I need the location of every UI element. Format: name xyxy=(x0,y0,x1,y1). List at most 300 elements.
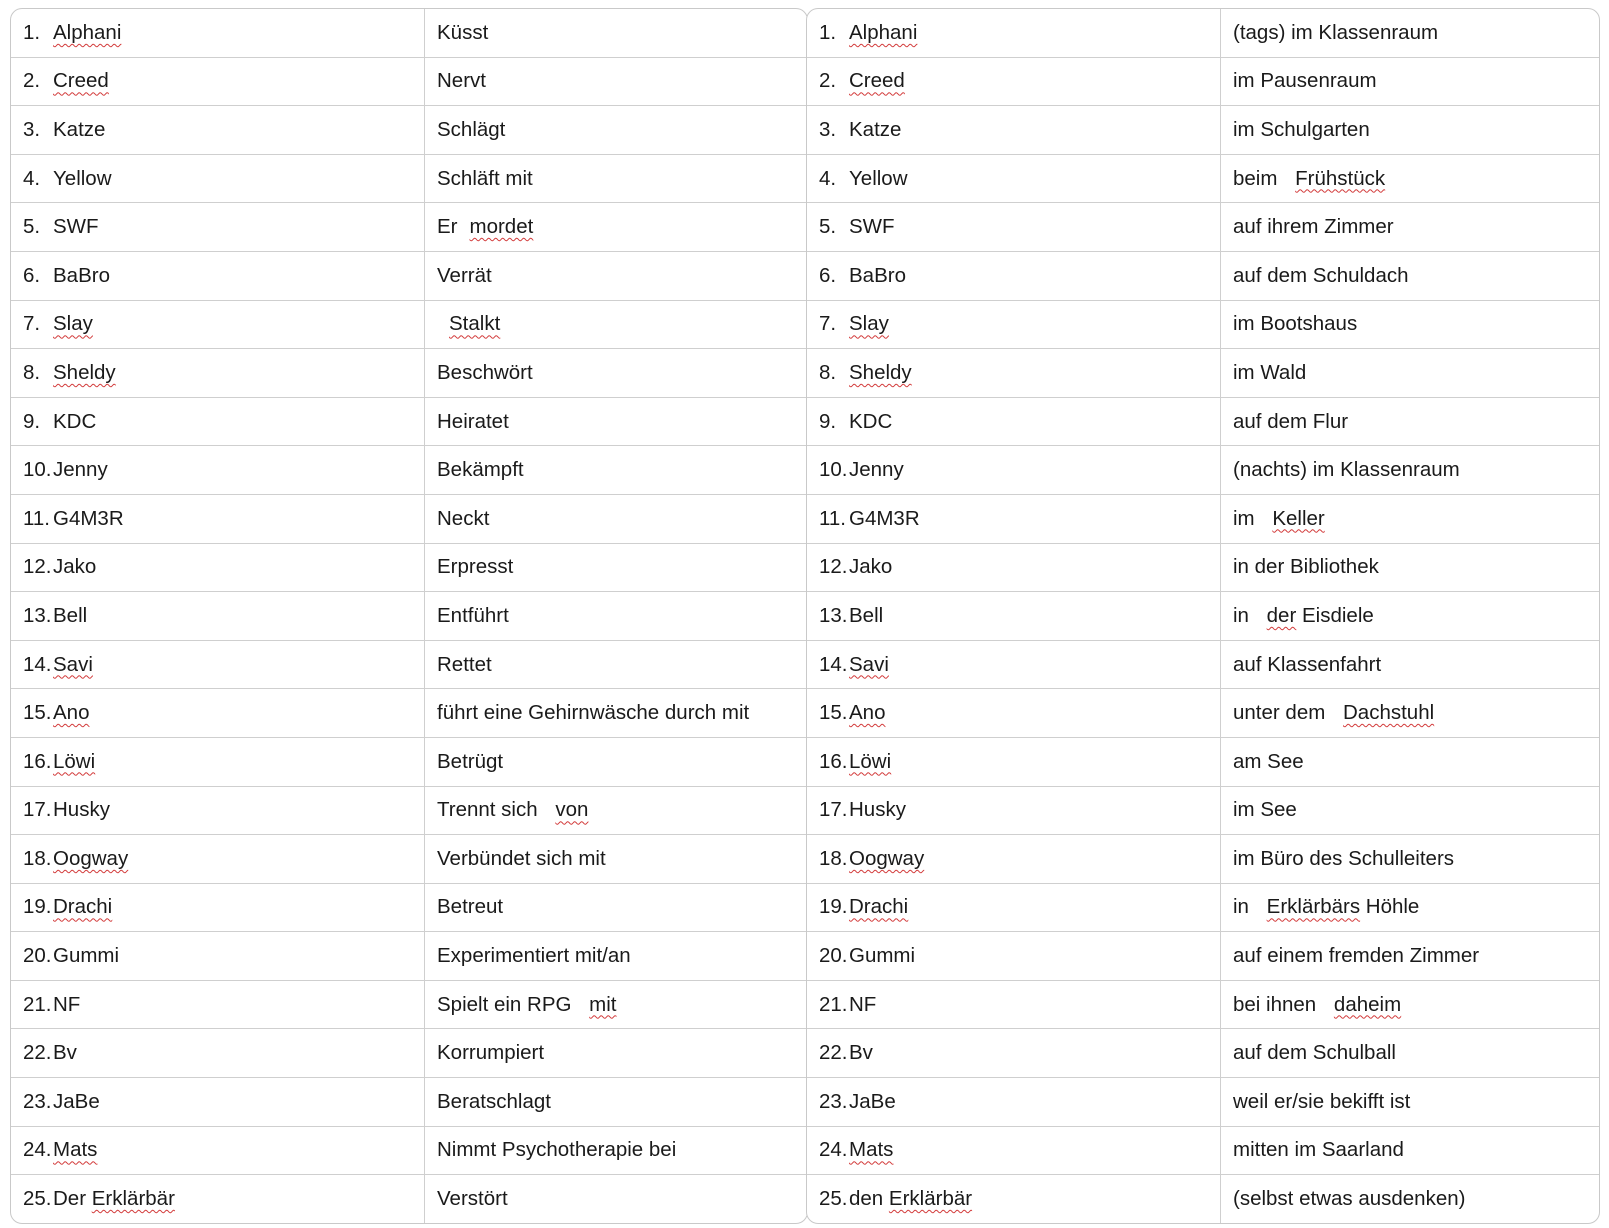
character-name: Yellow xyxy=(849,166,908,190)
action-row xyxy=(11,251,807,300)
row-number: 24. xyxy=(23,1138,52,1162)
place-cell[interactable] xyxy=(1221,640,1600,689)
action-text: Beschwört xyxy=(437,360,533,384)
character-name: Gummi xyxy=(53,944,120,968)
place-text: auf Klassenfahrt xyxy=(1233,652,1382,676)
place-row xyxy=(807,1126,1599,1175)
action-cell[interactable] xyxy=(425,203,808,252)
row-number: 8. xyxy=(23,360,41,384)
name-cell[interactable] xyxy=(11,397,425,446)
place-row xyxy=(807,737,1599,786)
place-cell[interactable] xyxy=(1221,494,1600,543)
character-name: Savi xyxy=(849,652,889,676)
row-number: 17. xyxy=(23,798,52,822)
action-text: Heiratet xyxy=(437,409,509,433)
row-number: 20. xyxy=(819,944,848,968)
place-row xyxy=(807,1175,1599,1223)
row-number: 18. xyxy=(819,846,848,870)
action-text: Betrügt xyxy=(437,749,504,773)
name-cell[interactable] xyxy=(11,543,425,592)
row-number: 7. xyxy=(23,312,41,336)
name-cell[interactable] xyxy=(11,1175,425,1223)
name-cell[interactable] xyxy=(11,349,425,398)
place-cell[interactable] xyxy=(1221,1078,1600,1127)
character-name: Löwi xyxy=(53,749,96,773)
place-text: weil er/sie bekifft ist xyxy=(1233,1089,1411,1113)
character-name: G4M3R xyxy=(849,506,920,530)
name-cell[interactable] xyxy=(807,251,1221,300)
row-number: 11. xyxy=(819,506,846,530)
place-text: im Bootshaus xyxy=(1233,312,1358,336)
name-cell[interactable] xyxy=(807,932,1221,981)
row-number: 15. xyxy=(819,701,848,725)
character-name: Sheldy xyxy=(53,360,116,384)
name-cell[interactable] xyxy=(11,1078,425,1127)
name-cell[interactable] xyxy=(11,932,425,981)
row-number: 9. xyxy=(23,409,41,433)
place-row xyxy=(807,980,1599,1029)
place-row xyxy=(807,251,1599,300)
row-number: 10. xyxy=(819,458,848,482)
name-cell[interactable] xyxy=(807,349,1221,398)
action-cell[interactable] xyxy=(425,1078,808,1127)
character-name: Ano xyxy=(53,701,90,725)
place-text: im Keller xyxy=(1233,506,1325,530)
character-name: Jenny xyxy=(53,458,108,482)
action-row xyxy=(11,154,807,203)
action-text: Verstört xyxy=(437,1187,508,1211)
place-cell[interactable] xyxy=(1221,1029,1600,1078)
character-name: Oogway xyxy=(53,846,129,870)
place-row xyxy=(807,786,1599,835)
action-text: Er mordet xyxy=(437,215,534,239)
row-number: 3. xyxy=(819,117,837,141)
place-text: im See xyxy=(1233,798,1297,822)
row-number: 3. xyxy=(23,117,41,141)
character-name: Bv xyxy=(849,1041,873,1065)
place-row xyxy=(807,9,1599,57)
character-name: G4M3R xyxy=(53,506,124,530)
place-text: am See xyxy=(1233,749,1304,773)
name-cell[interactable] xyxy=(11,689,425,738)
row-number: 25. xyxy=(23,1187,52,1211)
name-cell[interactable] xyxy=(807,57,1221,106)
action-row xyxy=(11,9,807,57)
place-row xyxy=(807,640,1599,689)
place-cell[interactable] xyxy=(1221,689,1600,738)
action-text: Küsst xyxy=(437,20,489,44)
action-row xyxy=(11,1126,807,1175)
place-text: (selbst etwas ausdenken) xyxy=(1233,1187,1466,1211)
row-number: 2. xyxy=(819,69,837,93)
character-name: Slay xyxy=(53,312,93,336)
action-text: Nervt xyxy=(437,69,486,93)
place-row xyxy=(807,932,1599,981)
place-text: in der Bibliothek xyxy=(1233,555,1379,579)
action-text: Rettet xyxy=(437,652,492,676)
row-number: 12. xyxy=(819,555,848,579)
action-text: Beratschlagt xyxy=(437,1089,551,1113)
action-cell[interactable] xyxy=(425,1175,808,1223)
action-row xyxy=(11,446,807,495)
action-text: Erpresst xyxy=(437,555,514,579)
place-cell[interactable] xyxy=(1221,980,1600,1029)
name-cell[interactable] xyxy=(807,1029,1221,1078)
document-sheet xyxy=(10,8,1600,1222)
name-cell[interactable] xyxy=(11,1126,425,1175)
character-name: Sheldy xyxy=(849,360,912,384)
row-number: 4. xyxy=(819,166,837,190)
name-cell[interactable] xyxy=(807,494,1221,543)
row-number: 16. xyxy=(23,749,52,773)
name-cell[interactable] xyxy=(11,640,425,689)
action-row xyxy=(11,980,807,1029)
place-cell[interactable] xyxy=(1221,154,1600,203)
place-text: auf ihrem Zimmer xyxy=(1233,215,1394,239)
action-text: führt eine Gehirnwäsche durch mit xyxy=(437,701,750,725)
action-row xyxy=(11,349,807,398)
action-text: Korrumpiert xyxy=(437,1041,545,1065)
row-number: 19. xyxy=(819,895,848,919)
place-cell[interactable] xyxy=(1221,1126,1600,1175)
name-cell[interactable] xyxy=(807,154,1221,203)
name-cell[interactable] xyxy=(807,106,1221,155)
place-text: mitten im Saarland xyxy=(1233,1138,1404,1162)
character-name: Husky xyxy=(53,798,110,822)
name-cell[interactable] xyxy=(11,106,425,155)
place-text: (nachts) im Klassenraum xyxy=(1233,458,1460,482)
character-name: Creed xyxy=(849,69,905,93)
row-number: 14. xyxy=(819,652,848,676)
action-cell[interactable] xyxy=(425,154,808,203)
character-name: JaBe xyxy=(53,1089,100,1113)
row-number: 14. xyxy=(23,652,52,676)
place-cell[interactable] xyxy=(1221,1175,1600,1223)
place-text: auf einem fremden Zimmer xyxy=(1233,944,1480,968)
action-text: Neckt xyxy=(437,506,490,530)
character-name: Katze xyxy=(849,117,902,141)
action-row xyxy=(11,737,807,786)
action-text: Schlägt xyxy=(437,117,506,141)
name-cell[interactable] xyxy=(11,737,425,786)
action-text: Spielt ein RPG mit xyxy=(437,992,617,1016)
row-number: 22. xyxy=(819,1041,848,1065)
place-row xyxy=(807,1078,1599,1127)
character-name: NF xyxy=(53,992,81,1016)
action-row xyxy=(11,543,807,592)
name-cell[interactable] xyxy=(807,300,1221,349)
action-row xyxy=(11,1175,807,1223)
name-cell[interactable] xyxy=(11,835,425,884)
action-cell[interactable] xyxy=(425,106,808,155)
action-cell[interactable] xyxy=(425,689,808,738)
place-text: im Büro des Schulleiters xyxy=(1233,846,1455,870)
place-text: auf dem Schuldach xyxy=(1233,263,1409,287)
action-cell[interactable] xyxy=(425,883,808,932)
name-cell[interactable] xyxy=(11,446,425,495)
action-cell[interactable] xyxy=(425,9,808,57)
name-cell[interactable] xyxy=(11,300,425,349)
name-cell[interactable] xyxy=(11,1029,425,1078)
action-cell[interactable] xyxy=(425,835,808,884)
name-cell[interactable] xyxy=(807,9,1221,57)
place-text: bei ihnen daheim xyxy=(1233,992,1402,1016)
character-name: Drachi xyxy=(849,895,909,919)
place-cell[interactable] xyxy=(1221,737,1600,786)
name-cell[interactable] xyxy=(807,835,1221,884)
place-cell[interactable] xyxy=(1221,300,1600,349)
character-name: Gummi xyxy=(849,944,916,968)
action-text: Trennt sich von xyxy=(437,798,589,822)
action-cell[interactable] xyxy=(425,446,808,495)
action-text: Nimmt Psychotherapie bei xyxy=(437,1138,677,1162)
row-number: 18. xyxy=(23,846,52,870)
place-row xyxy=(807,106,1599,155)
name-cell[interactable] xyxy=(807,397,1221,446)
action-text: Betreut xyxy=(437,895,504,919)
name-cell[interactable] xyxy=(11,203,425,252)
row-number: 6. xyxy=(819,263,837,287)
action-text: Schläft mit xyxy=(437,166,533,190)
place-row xyxy=(807,1029,1599,1078)
place-text: in Erklärbärs Höhle xyxy=(1233,895,1420,919)
place-row xyxy=(807,446,1599,495)
action-text: Verrät xyxy=(437,263,492,287)
place-cell[interactable] xyxy=(1221,592,1600,641)
action-cell[interactable] xyxy=(425,300,808,349)
character-name: Katze xyxy=(53,117,106,141)
action-row xyxy=(11,57,807,106)
character-name: Creed xyxy=(53,69,109,93)
action-cell[interactable] xyxy=(425,786,808,835)
action-row xyxy=(11,494,807,543)
name-cell[interactable] xyxy=(807,592,1221,641)
place-row xyxy=(807,689,1599,738)
place-row xyxy=(807,203,1599,252)
character-name: SWF xyxy=(849,215,895,239)
name-cell[interactable] xyxy=(11,494,425,543)
place-cell[interactable] xyxy=(1221,106,1600,155)
action-cell[interactable] xyxy=(425,592,808,641)
name-cell[interactable] xyxy=(807,543,1221,592)
character-name: SWF xyxy=(53,215,99,239)
action-cell[interactable] xyxy=(425,543,808,592)
name-cell[interactable] xyxy=(807,737,1221,786)
row-number: 9. xyxy=(819,409,837,433)
action-row xyxy=(11,203,807,252)
name-cell[interactable] xyxy=(807,1175,1221,1223)
action-text: Bekämpft xyxy=(437,458,524,482)
row-number: 17. xyxy=(819,798,848,822)
place-cell[interactable] xyxy=(1221,203,1600,252)
action-row xyxy=(11,1029,807,1078)
action-text: Verbündet sich mit xyxy=(437,846,606,870)
action-row xyxy=(11,883,807,932)
characters-actions-table xyxy=(10,8,808,1224)
place-cell[interactable] xyxy=(1221,9,1600,57)
row-number: 23. xyxy=(819,1089,848,1113)
place-cell[interactable] xyxy=(1221,543,1600,592)
character-name: Jako xyxy=(53,555,97,579)
place-row xyxy=(807,592,1599,641)
row-number: 23. xyxy=(23,1089,52,1113)
action-row xyxy=(11,300,807,349)
row-number: 6. xyxy=(23,263,41,287)
name-cell[interactable] xyxy=(807,203,1221,252)
character-name: Bell xyxy=(849,603,884,627)
name-cell[interactable] xyxy=(807,1126,1221,1175)
row-number: 8. xyxy=(819,360,837,384)
row-number: 5. xyxy=(819,215,837,239)
action-row xyxy=(11,106,807,155)
name-cell[interactable] xyxy=(11,883,425,932)
place-cell[interactable] xyxy=(1221,932,1600,981)
character-name: Oogway xyxy=(849,846,925,870)
name-cell[interactable] xyxy=(807,446,1221,495)
characters-places-table xyxy=(806,8,1600,1224)
action-row xyxy=(11,835,807,884)
place-row xyxy=(807,57,1599,106)
name-cell[interactable] xyxy=(807,689,1221,738)
row-number: 24. xyxy=(819,1138,848,1162)
row-number: 13. xyxy=(23,603,52,627)
character-name: Mats xyxy=(53,1138,98,1162)
action-row xyxy=(11,592,807,641)
action-cell[interactable] xyxy=(425,980,808,1029)
name-cell[interactable] xyxy=(11,9,425,57)
place-cell[interactable] xyxy=(1221,835,1600,884)
character-name: Bell xyxy=(53,603,88,627)
place-text: beim Frühstück xyxy=(1233,166,1386,190)
name-cell[interactable] xyxy=(807,980,1221,1029)
place-text: auf dem Flur xyxy=(1233,409,1349,433)
place-row xyxy=(807,494,1599,543)
action-row xyxy=(11,397,807,446)
place-cell[interactable] xyxy=(1221,349,1600,398)
row-number: 19. xyxy=(23,895,52,919)
action-row xyxy=(11,689,807,738)
name-cell[interactable] xyxy=(807,640,1221,689)
place-cell[interactable] xyxy=(1221,786,1600,835)
row-number: 7. xyxy=(819,312,837,336)
action-cell[interactable] xyxy=(425,1126,808,1175)
place-row xyxy=(807,349,1599,398)
name-cell[interactable] xyxy=(11,786,425,835)
action-text: Stalkt xyxy=(449,312,501,336)
action-cell[interactable] xyxy=(425,737,808,786)
row-number: 20. xyxy=(23,944,52,968)
character-name: BaBro xyxy=(53,263,110,287)
place-cell[interactable] xyxy=(1221,57,1600,106)
action-cell[interactable] xyxy=(425,640,808,689)
action-cell[interactable] xyxy=(425,932,808,981)
name-cell[interactable] xyxy=(11,251,425,300)
place-text: (tags) im Klassenraum xyxy=(1233,20,1439,44)
row-number: 21. xyxy=(23,992,52,1016)
row-number: 13. xyxy=(819,603,848,627)
place-row xyxy=(807,543,1599,592)
character-name: NF xyxy=(849,992,877,1016)
character-name: Yellow xyxy=(53,166,112,190)
character-name: Der Erklärbär xyxy=(53,1187,175,1211)
character-name: Jenny xyxy=(849,458,904,482)
place-cell[interactable] xyxy=(1221,397,1600,446)
row-number: 4. xyxy=(23,166,41,190)
name-cell[interactable] xyxy=(11,980,425,1029)
action-row xyxy=(11,932,807,981)
character-name: Slay xyxy=(849,312,889,336)
action-text: Experimentiert mit/an xyxy=(437,944,631,968)
place-cell[interactable] xyxy=(1221,251,1600,300)
action-cell[interactable] xyxy=(425,1029,808,1078)
character-name: Ano xyxy=(849,701,886,725)
character-name: Alphani xyxy=(53,20,122,44)
character-name: Savi xyxy=(53,652,93,676)
character-name: Husky xyxy=(849,798,906,822)
character-name: den Erklärbär xyxy=(849,1187,973,1211)
place-cell[interactable] xyxy=(1221,446,1600,495)
action-text: Entführt xyxy=(437,603,509,627)
character-name: BaBro xyxy=(849,263,906,287)
row-number: 25. xyxy=(819,1187,848,1211)
name-cell[interactable] xyxy=(807,786,1221,835)
character-name: Alphani xyxy=(849,20,918,44)
place-row xyxy=(807,883,1599,932)
character-name: Bv xyxy=(53,1041,77,1065)
name-cell[interactable] xyxy=(11,592,425,641)
row-number: 1. xyxy=(819,20,837,44)
row-number: 1. xyxy=(23,20,41,44)
character-name: Jako xyxy=(849,555,893,579)
place-row xyxy=(807,397,1599,446)
row-number: 11. xyxy=(23,506,50,530)
row-number: 12. xyxy=(23,555,52,579)
action-row xyxy=(11,1078,807,1127)
place-text: im Schulgarten xyxy=(1233,117,1370,141)
place-row xyxy=(807,835,1599,884)
place-text: in der Eisdiele xyxy=(1233,603,1374,627)
place-text: unter dem Dachstuhl xyxy=(1233,701,1435,725)
action-cell[interactable] xyxy=(425,397,808,446)
row-number: 5. xyxy=(23,215,41,239)
character-name: Löwi xyxy=(849,749,892,773)
row-number: 2. xyxy=(23,69,41,93)
row-number: 22. xyxy=(23,1041,52,1065)
name-cell[interactable] xyxy=(11,154,425,203)
action-cell[interactable] xyxy=(425,349,808,398)
row-number: 15. xyxy=(23,701,52,725)
place-row xyxy=(807,154,1599,203)
action-cell[interactable] xyxy=(425,251,808,300)
place-row xyxy=(807,300,1599,349)
action-cell[interactable] xyxy=(425,494,808,543)
name-cell[interactable] xyxy=(807,1078,1221,1127)
name-cell[interactable] xyxy=(11,57,425,106)
action-cell[interactable] xyxy=(425,57,808,106)
row-number: 10. xyxy=(23,458,52,482)
place-cell[interactable] xyxy=(1221,883,1600,932)
row-number: 16. xyxy=(819,749,848,773)
place-text: auf dem Schulball xyxy=(1233,1041,1396,1065)
character-name: KDC xyxy=(849,409,893,433)
character-name: KDC xyxy=(53,409,97,433)
action-row xyxy=(11,640,807,689)
place-text: im Wald xyxy=(1233,360,1307,384)
name-cell[interactable] xyxy=(807,883,1221,932)
action-row xyxy=(11,786,807,835)
character-name: JaBe xyxy=(849,1089,896,1113)
row-number: 21. xyxy=(819,992,848,1016)
